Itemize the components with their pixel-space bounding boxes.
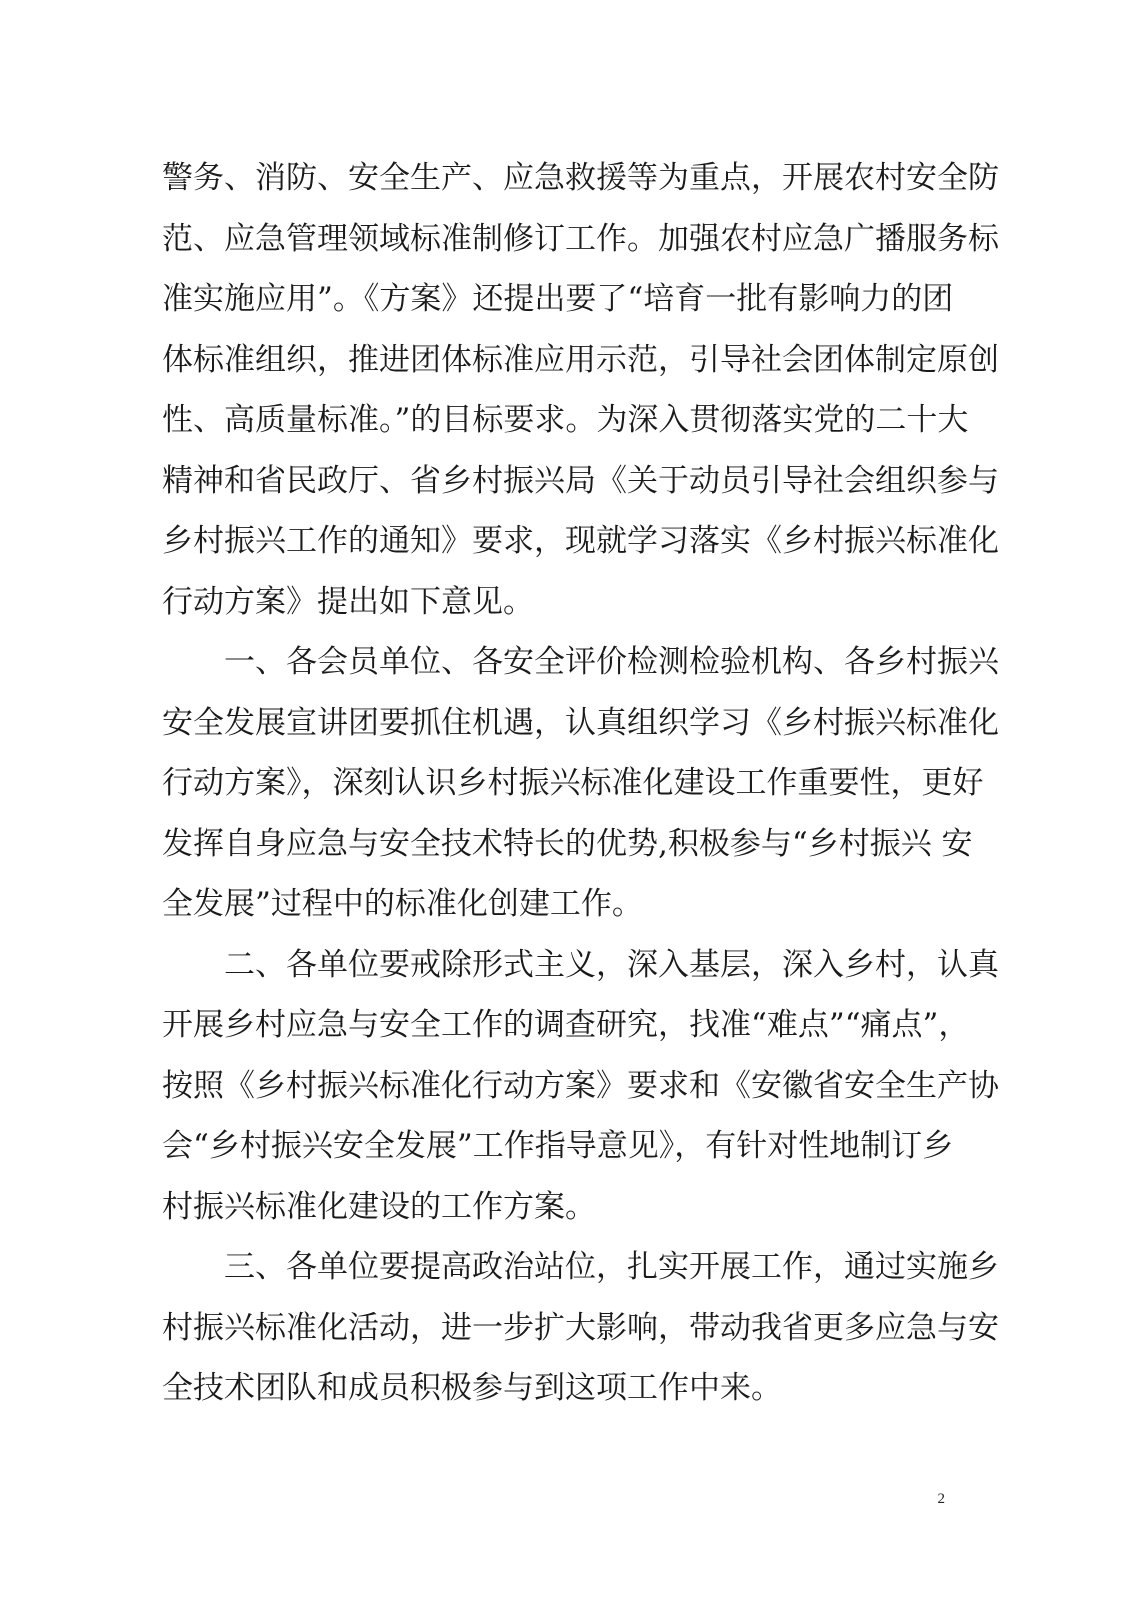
text-line: 警务、消防、安全生产、应急救援等为重点，开展农村安全防 — [162, 160, 999, 196]
text-line: 会“乡村振兴安全发展”工作指导意见》，有针对性地制订乡 — [162, 1128, 954, 1164]
paragraph-item-two — [162, 935, 999, 1238]
text-line: 乡村振兴工作的通知》要求，现就学习落实《乡村振兴标准化 — [162, 523, 999, 559]
text-line: 三、各单位要提高政治站位，扎实开展工作，通过实施乡 — [162, 1249, 999, 1285]
text-line: 二、各单位要戒除形式主义，深入基层，深入乡村，认真 — [162, 946, 999, 983]
text-line: 全技术团队和成员积极参与到这项工作中来。 — [162, 1370, 782, 1406]
page-number: 2 — [937, 1491, 945, 1507]
text-line: 村振兴标准化建设的工作方案。 — [162, 1188, 596, 1225]
text-line: 一、各会员单位、各安全评价检测检验机构、各乡村振兴 — [162, 644, 999, 680]
text-line: 行动方案》，深刻认识乡村振兴标准化建设工作重要性，更好 — [162, 765, 984, 801]
text-line: 精神和省民政厅、省乡村振兴局《关于动员引导社会组织参与 — [162, 462, 999, 499]
paragraph-intro-continued — [162, 148, 999, 632]
body-text — [162, 148, 999, 1419]
text-line: 村振兴标准化活动，进一步扩大影响，带动我省更多应急与安 — [162, 1309, 999, 1346]
text-line: 范、应急管理领域标准制修订工作。加强农村应急广播服务标 — [162, 220, 999, 257]
paragraph-item-one — [162, 632, 999, 935]
text-line: 开展乡村应急与安全工作的调查研究，找准“难点”“痛点”， — [162, 1007, 970, 1043]
text-line: 性、高质量标准。”的目标要求。为深入贯彻落实党的二十大 — [162, 402, 969, 438]
text-line: 行动方案》提出如下意见。 — [162, 583, 534, 620]
text-line: 全发展”过程中的标准化创建工作。 — [162, 886, 643, 922]
text-line: 发挥自身应急与安全技术特长的优势,积极参与“乡村振兴 安 — [162, 825, 973, 862]
text-line: 准实施应用”。《方案》还提出要了“培育一批有影响力的团 — [162, 281, 954, 317]
text-line: 按照《乡村振兴标准化行动方案》要求和《安徽省安全生产协 — [162, 1067, 999, 1104]
text-line: 安全发展宣讲团要抓住机遇，认真组织学习《乡村振兴标准化 — [162, 704, 999, 741]
text-line: 体标准组织，推进团体标准应用示范，引导社会团体制定原创 — [162, 341, 999, 378]
paragraph-item-three — [162, 1237, 999, 1419]
